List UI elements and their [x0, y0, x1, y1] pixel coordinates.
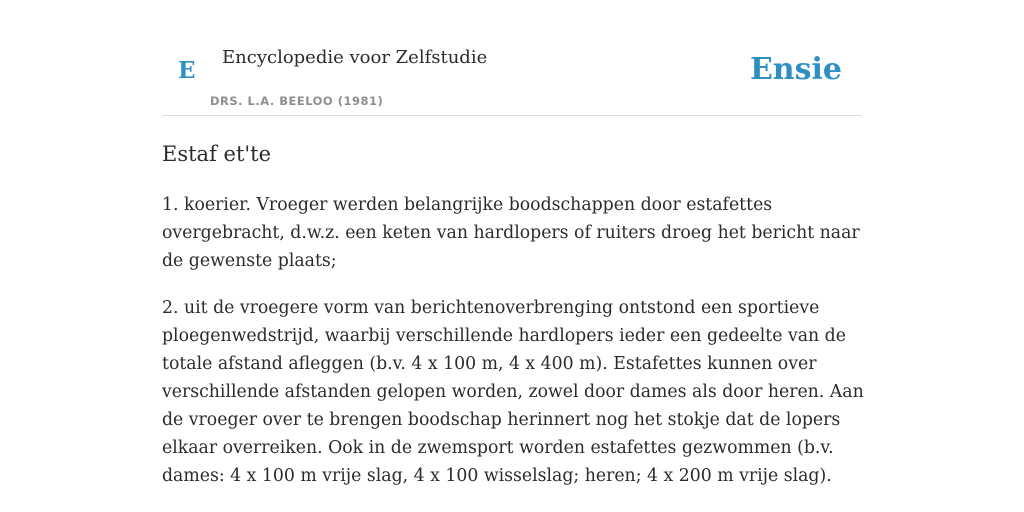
site-title[interactable]: Encyclopedie voor Zelfstudie — [222, 47, 488, 68]
entry-body — [162, 191, 868, 490]
brand-logo[interactable]: Ensie — [749, 52, 842, 87]
logo-letter-icon[interactable]: E — [178, 57, 196, 84]
author-byline: DRS. L.A. BEELOO (1981) — [210, 94, 384, 108]
entry-title: Estaf et'te — [162, 142, 272, 166]
entry-content — [162, 138, 868, 509]
entry-paragraph-1: 1. koerier. Vroeger werden belangrijke boodschappen door estafettes overgebracht, d.w.z. een keten van hardlopers of ruiters droeg het bericht naar de gewenste plaats; — [162, 195, 860, 271]
page-header — [162, 38, 862, 116]
entry-paragraph-2: 2. uit de vroegere vorm van berichtenoverbrenging ontstond een sportieve ploegenwedstrijd, waarbij verschillende hardlopers ieder een gedeelte van de totale afstand afleggen (b.v. 4 x 100 m, 4 x 400 m). Estafettes kunnen over verschillende afstanden gelopen worden, zowel door dames als door heren. Aan de vroeger over te brengen boodschap herinnert nog het stokje dat de lopers elkaar overreiken. Ook in de zwemsport worden estafettes gezwommen (b.v. dames: 4 x 100 m vrije slag, 4 x 100 wisselslag; heren; 4 x 200 m vrije slag). — [162, 298, 864, 486]
